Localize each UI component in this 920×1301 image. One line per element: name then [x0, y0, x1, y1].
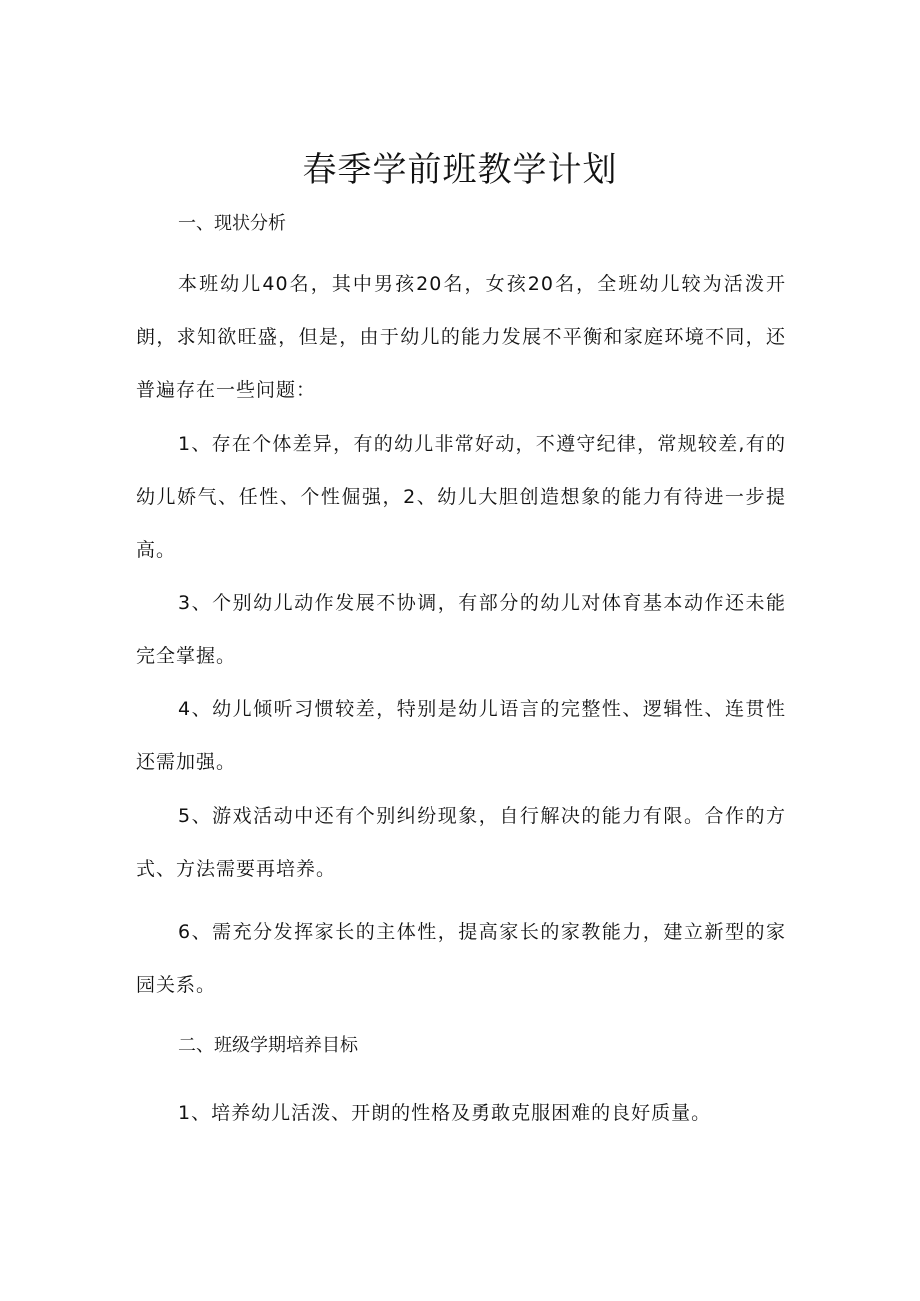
paragraph-class-overview: 本班幼儿40名，其中男孩20名，女孩20名，全班幼儿较为活泼开朗，求知欲旺盛，但是，由于幼儿的能力发展不平衡和家庭环境不同，还普遍存在一些问题： [136, 273, 786, 401]
paragraph-issue-5: 5、游戏活动中还有个别纠纷现象，自行解决的能力有限。合作的方式、方法需要再培养。 [136, 805, 786, 880]
paragraph-issue-6: 6、需充分发挥家长的主体性，提高家长的家教能力，建立新型的家园关系。 [136, 921, 786, 996]
paragraph-issue-1: 1、存在个体差异，有的幼儿非常好动，不遵守纪律，常规较差,有的幼儿娇气、任性、个性倔强，2、幼儿大胆创造想象的能力有待进一步提高。 [136, 433, 786, 561]
paragraph-issue-4: 4、幼儿倾听习惯较差，特别是幼儿语言的完整性、逻辑性、连贯性还需加强。 [136, 698, 786, 773]
document-title: 春季学前班教学计划 [302, 150, 618, 190]
section-heading-class-goals: 二、班级学期培养目标 [178, 1035, 358, 1056]
paragraph-issue-3: 3、个别幼儿动作发展不协调，有部分的幼儿对体育基本动作还未能完全掌握。 [136, 592, 786, 667]
paragraph-goal-1: 1、培养幼儿活泼、开朗的性格及勇敢克服困难的良好质量。 [178, 1102, 712, 1124]
section-heading-status-analysis: 一、现状分析 [178, 213, 286, 234]
